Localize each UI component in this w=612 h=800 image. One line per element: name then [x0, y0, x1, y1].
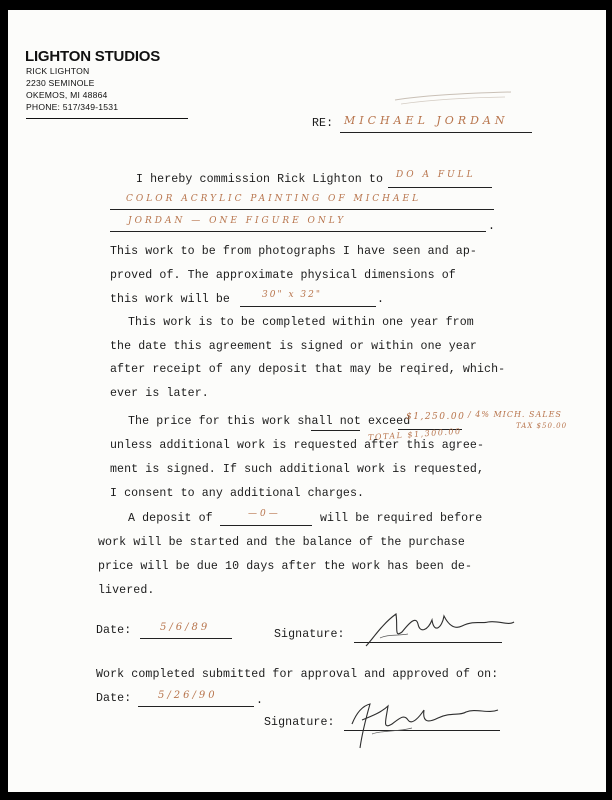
price-total: TOTAL $1,300.00 [367, 426, 462, 443]
approval-date-label: Date: [96, 692, 132, 705]
deposit-line-1b: will be required before [320, 512, 483, 525]
company-name: LIGHTON STUDIOS [25, 48, 161, 65]
signing-date-label: Date: [96, 624, 132, 637]
deposit-line-2: work will be started and the balance of the purchase [98, 536, 465, 549]
price-amount: $1,250.00 [406, 412, 466, 422]
letterhead-line-street: 2230 SEMINOLE [26, 78, 95, 88]
commission-handwritten-1: DO A FULL [396, 170, 476, 180]
approval-date-value: 5/26/90 [158, 690, 218, 701]
re-label: RE: [312, 117, 334, 130]
price-line-2: unless additional work is requested after this agree- [110, 439, 485, 452]
photo-line-2: proved of. The approximate physical dimensions of [110, 269, 456, 282]
re-underline [340, 132, 532, 133]
letterhead-line-city: OKEMOS, MI 48864 [26, 90, 108, 100]
commission-period: . [488, 220, 496, 233]
signing-date-underline [140, 638, 232, 639]
deposit-line-4: livered. [98, 584, 155, 597]
photo-line-3: this work will be [110, 293, 230, 306]
commission-intro: I hereby commission Rick Lighton to [136, 173, 384, 186]
price-sales-tax-note: / 4% MICH. SALES [468, 410, 562, 419]
approval-signature-label: Signature: [264, 716, 335, 729]
commission-handwritten-2: COLOR ACRYLIC PAINTING OF MICHAEL [126, 194, 422, 204]
commission-underline-2 [110, 209, 494, 210]
completion-line-1: This work is to be completed within one year from [128, 316, 474, 329]
commission-handwritten-3: JORDAN — ONE FIGURE ONLY [128, 216, 347, 226]
approval-text: Work completed submitted for approval and approved of on: [96, 668, 499, 681]
re-value: MICHAEL JORDAN [344, 114, 509, 127]
dimensions-value: 30" x 32" [262, 290, 322, 300]
dimensions-underline [240, 306, 376, 307]
commission-underline-1 [388, 187, 492, 188]
completion-line-4: ever is later. [110, 387, 209, 400]
letterhead-rule [26, 118, 188, 119]
deposit-amount: —0— [248, 509, 281, 519]
agreement-sheet: LIGHTON STUDIOS RICK LIGHTON 2230 SEMINOLE OKEMOS, MI 48864 PHONE: 517/349-1531 RE: MICHAEL JORDAN I hereby commission Rick Lighton to DO A FULL COLOR ACRYLIC PAINTING OF MICHAEL JORDAN — ONE FIGURE ONLY . This work to be from photographs I have seen and ap- proved of. The approximate physical dimensions of this work will be 30" x 32" . This work is to be completed within one year from the date this agreement is signed or within one year after receipt of any deposit that may be reqired, which- ever is later. The price for this work shall not exceed $1,250.00 / 4% MICH. SALES TAX $50.00 TOTAL $1,300.00 unless additional work is requested after this agree- ment is signed. If such additional work is requested, I consent to any additional charges. A deposit of —0— will be required before work will be started and the balance of the purchase price will be due 10 days after the work has been de- livered. Date: 5/6/89 Signature: Work completed submitted for approval and approved of on: Date: 5/26/90 . Signature: [8, 10, 606, 792]
completion-line-3: after receipt of any deposit that may be reqired, which- [110, 363, 506, 376]
deposit-line-3: price will be due 10 days after the work has been de- [98, 560, 473, 573]
client-signature-image [358, 604, 518, 654]
letterhead-line-name: RICK LIGHTON [26, 66, 90, 76]
letterhead-line-phone: PHONE: 517/349-1531 [26, 102, 119, 112]
approval-signature-image [342, 694, 502, 752]
approval-date-underline [138, 706, 254, 707]
price-line-4: I consent to any additional charges. [110, 487, 365, 500]
commission-underline-3 [110, 231, 486, 232]
price-tax-amount: TAX $50.00 [516, 422, 568, 430]
photo-line-1: This work to be from photographs I have seen and ap- [110, 245, 477, 258]
deposit-line-1a: A deposit of [128, 512, 213, 525]
signing-signature-label: Signature: [274, 628, 345, 641]
pencil-mark-decoration [393, 88, 513, 108]
price-line-3: ment is signed. If such additional work is requested, [110, 463, 485, 476]
signing-date-value: 5/6/89 [160, 622, 211, 633]
not-exceed-underline [311, 430, 360, 431]
price-line-1: The price for this work shall not exceed [128, 415, 411, 428]
completion-line-2: the date this agreement is signed or within one year [110, 340, 477, 353]
deposit-underline [220, 525, 312, 526]
